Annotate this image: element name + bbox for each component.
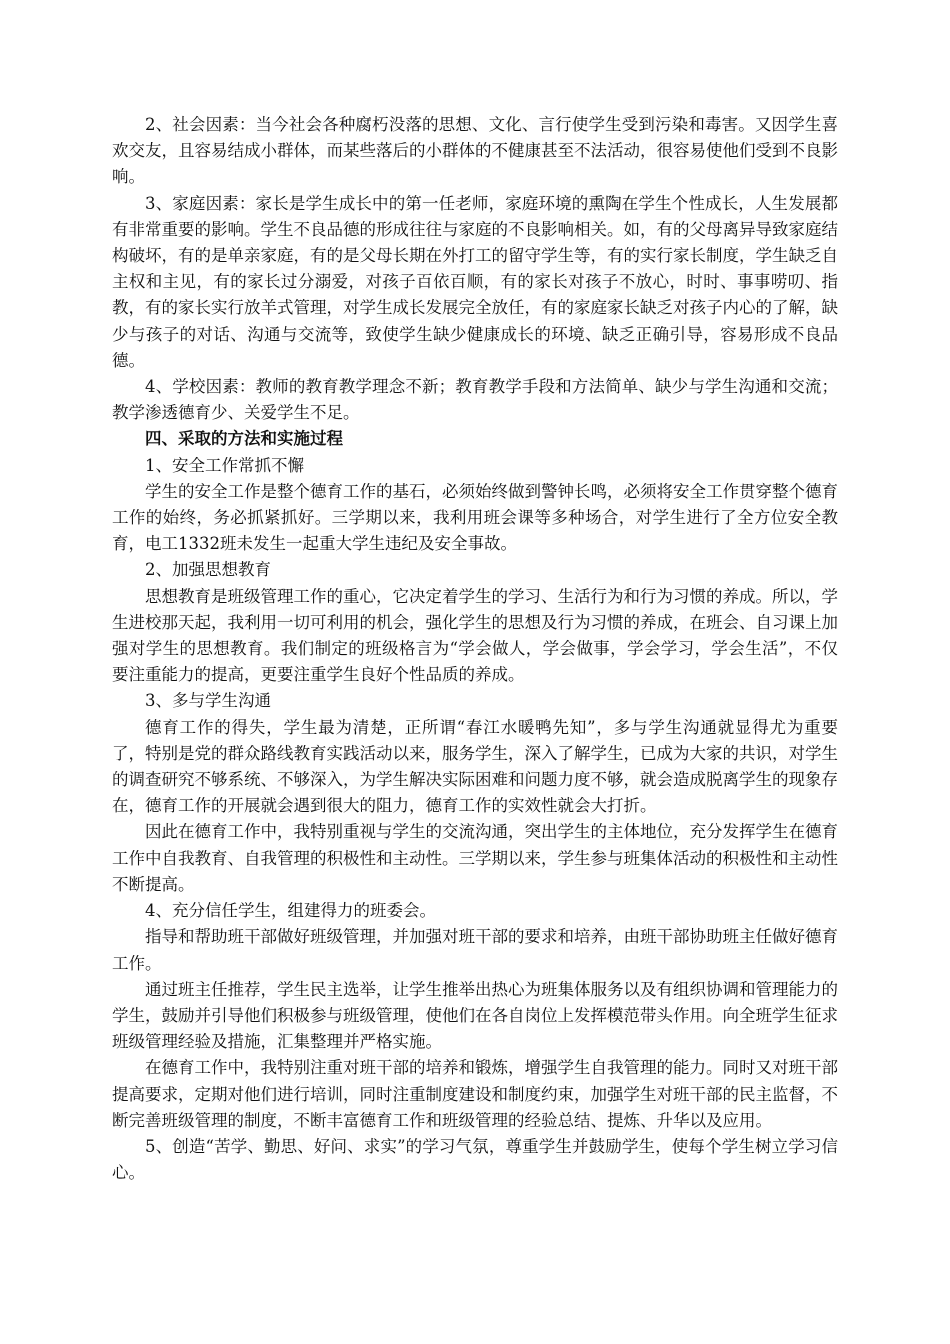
paragraph-class-committee-3: 在德育工作中，我特别注重对班干部的培养和锻炼，增强学生自我管理的能力。同时又对班干部提高要求，定期对他们进行培训，同时注重制度建设和制度约束，加强学生对班干部的民主监督，不断完善班级管理的制度，不断丰富德育工作和班级管理的经验总结、提炼、升华以及应用。 bbox=[112, 1058, 838, 1130]
subheading-safety: 1、安全工作常抓不懈 bbox=[145, 455, 304, 475]
paragraph-social-factors: 2、社会因素：当今社会各种腐朽没落的思想、文化、言行使学生受到污染和毒害。又因学生喜欢交友，且容易结成小群体，而某些落后的小群体的不健康甚至不法活动，很容易使他们受到不良影响。 bbox=[112, 115, 838, 187]
subheading-study-atmosphere: 5、创造“苦学、勤思、好问、求实”的学习气氛，尊重学生并鼓励学生，使每个学生树立学习信心。 bbox=[112, 1136, 838, 1183]
subheading-communication: 3、多与学生沟通 bbox=[145, 691, 271, 711]
subheading-ideology: 2、加强思想教育 bbox=[145, 560, 271, 580]
section-heading-methods: 四、采取的方法和实施过程 bbox=[145, 429, 343, 449]
paragraph-safety: 学生的安全工作是整个德育工作的基石，必须始终做到警钟长鸣，必须将安全工作贯穿整个德育工作的始终，务必抓紧抓好。三学期以来，我利用班会课等多种场合，对学生进行了全方位安全教育，电工1332班未发生一起重大学生违纪及安全事故。 bbox=[112, 481, 838, 554]
subheading-class-committee: 4、充分信任学生，组建得力的班委会。 bbox=[145, 901, 436, 921]
paragraph-class-committee-1: 指导和帮助班干部做好班级管理，并加强对班干部的要求和培养，由班干部协助班主任做好德育工作。 bbox=[112, 927, 838, 973]
paragraph-ideology: 思想教育是班级管理工作的重心，它决定着学生的学习、生活行为和行为习惯的养成。所以，学生进校那天起，我利用一切可利用的机会，强化学生的思想及行为习惯的养成，在班会、自习课上加强对学生的思想教育。我们制定的班级格言为“学会做人，学会做事，学会学习，学会生活”，不仅要注重能力的提高，更要注重学生良好个性品质的养成。 bbox=[112, 586, 838, 685]
document-page bbox=[112, 112, 838, 1186]
paragraph-communication-2: 因此在德育工作中，我特别重视与学生的交流沟通，突出学生的主体地位，充分发挥学生在德育工作中自我教育、自我管理的积极性和主动性。三学期以来，学生参与班集体活动的积极性和主动性不断提高。 bbox=[112, 822, 838, 894]
paragraph-family-factors: 3、家庭因素：家长是学生成长中的第一任老师，家庭环境的熏陶在学生个性成长，人生发展都有非常重要的影响。学生不良品德的形成往往与家庭的不良影响相关。如，有的父母离异导致家庭结构破坏，有的是单亲家庭，有的是父母长期在外打工的留守学生等，有的实行家长制度，学生缺乏自主权和主见，有的家长过分溺爱，对孩子百依百顺，有的家长对孩子不放心，时时、事事唠叨、指教，有的家长实行放羊式管理，对学生成长发展完全放任，有的家庭家长缺乏对孩子内心的了解，缺少与孩子的对话、沟通与交流等，致使学生缺少健康成长的环境、缺乏正确引导，容易形成不良品德。 bbox=[112, 193, 838, 370]
paragraph-class-committee-2: 通过班主任推荐，学生民主选举，让学生推举出热心为班集体服务以及有组织协调和管理能力的学生，鼓励并引导他们积极参与班级管理，使他们在各自岗位上发挥模范带头作用。向全班学生征求班级管理经验及措施，汇集整理并严格实施。 bbox=[112, 979, 838, 1052]
paragraph-communication: 德育工作的得失，学生最为清楚，正所谓“春江水暖鸭先知”，多与学生沟通就显得尤为重要了，特别是党的群众路线教育实践活动以来，服务学生，深入了解学生，已成为大家的共识，对学生的调查研究不够系统、不够深入，为学生解决实际困难和问题力度不够，就会造成脱离学生的现象存在，德育工作的开展就会遇到很大的阻力，德育工作的实效性就会大打折。 bbox=[112, 717, 838, 816]
paragraph-school-factors: 4、学校因素：教师的教育教学理念不新；教育教学手段和方法简单、缺少与学生沟通和交流；教学渗透德育少、关爱学生不足。 bbox=[112, 377, 838, 423]
